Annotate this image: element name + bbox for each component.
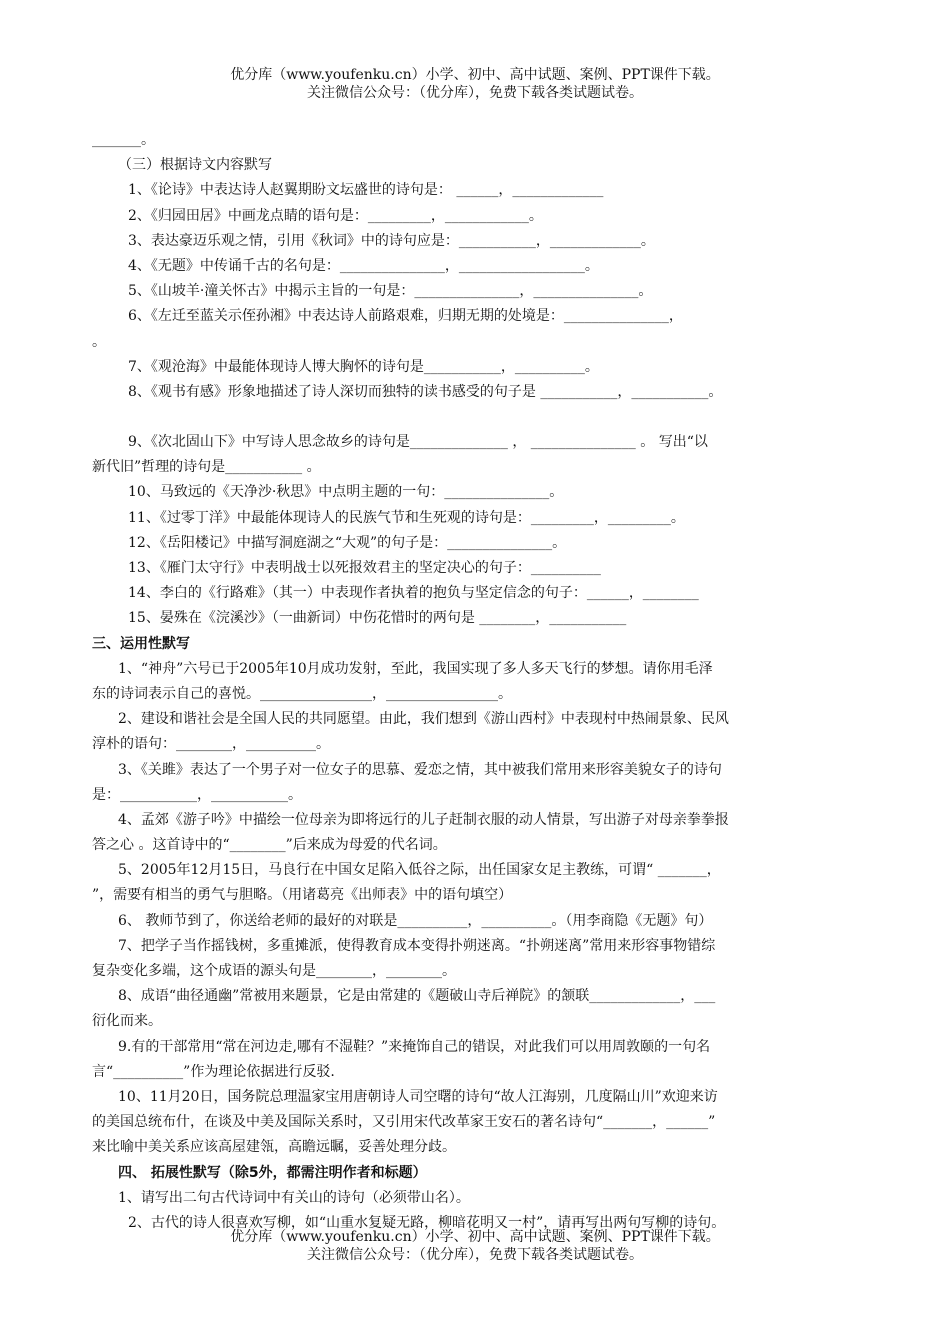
footer-line-2: 关注微信公众号：（优分库），免费下载各类试题试卷。 (307, 1247, 643, 1263)
text-line: 8、《观书有感》形象地描述了诗人深切而独特的读书感受的句子是 ___________，___________。 (128, 383, 723, 400)
text-line: 言“__________”作为理论依据进行反驳. (92, 1063, 335, 1080)
text-line: 的美国总统布什，在谈及中美及国际关系时，又引用宋代改革家王安石的著名诗句“_______，______” (92, 1114, 716, 1131)
text-line: 衍化而来。 (92, 1013, 162, 1030)
section-heading: 三、运用性默写 (92, 635, 190, 652)
footer-line-1: 优分库（www.youfenku.cn）小学、初中、高中试题、案例、PPT课件下载。 (230, 1229, 720, 1245)
page-header (0, 66, 950, 102)
text-line: 8、成语“曲径通幽”常被用来题景，它是由常建的《题破山寺后禅院》的颔联_____________，___ (118, 988, 716, 1005)
header-line-1: 优分库（www.youfenku.cn）小学、初中、高中试题、案例、PPT课件下载。 (230, 67, 720, 83)
page-footer (0, 1228, 950, 1264)
text-line: 1、《论诗》中表达诗人赵翼期盼文坛盛世的诗句是： ______，_____________ (128, 182, 604, 199)
text-line: 5、2005年12月15日，马良行在中国女足陷入低谷之际，出任国家女足主教练，可谓“ _______， (118, 862, 721, 879)
text-line: 10、11月20日，国务院总理温家宝用唐朝诗人司空曙的诗句“故人江海别，几度隔山川”欢迎来访 (118, 1088, 718, 1105)
text-line: 复杂变化多端，这个成语的源头句是________，________。 (92, 963, 456, 979)
text-line: 13、《雁门太守行》中表明战士以死报效君主的坚定决心的句子：__________ (128, 560, 601, 576)
text-line: 是：___________，___________。 (92, 786, 302, 803)
text-line: 5、《山坡羊·潼关怀古》中揭示主旨的一句是：_______________，_______________。 (128, 283, 653, 300)
text-line: 淳朴的语句：________，__________。 (92, 736, 330, 753)
text-line: ”，需要有相当的勇气与胆略。（用诸葛亮《出师表》中的语句填空） (92, 887, 513, 904)
text-line: 2、《归园田居》中画龙点睛的语句是：_________，____________。 (128, 207, 543, 224)
text-line: 4、孟郊《游子吟》中描绘一位母亲为即将远行的儿子赶制衣服的动人情景，写出游子对母亲拳拳报 (118, 811, 729, 828)
text-line: 来比喻中美关系应该高屋建瓴，高瞻远瞩，妥善处理分歧。 (92, 1139, 456, 1156)
document-body (92, 128, 868, 1236)
text-line: 14、李白的《行路难》（其一）中表现作者执着的抱负与坚定信念的句子：______，________ (128, 585, 699, 602)
text-line: 答之心 。这首诗中的“________”后来成为母爱的代名词。 (92, 837, 447, 854)
text-line: 3、《关雎》表达了一个男子对一位女子的思慕、爱恋之情，其中被我们常用来形容美貌女子的诗句 (118, 761, 722, 778)
text-line: 。 (92, 333, 106, 350)
text-line: 4、《无题》中传诵千古的名句是：_______________，__________________。 (128, 257, 599, 274)
text-line: 12、《岳阳楼记》中描写洞庭湖之“大观”的句子是：_______________。 (128, 534, 567, 551)
text-line: 6、《左迁至蓝关示侄孙湘》中表达诗人前路艰难，归期无期的处境是：_______________， (128, 308, 683, 325)
text-line: 东的诗词表示自己的喜悦。________________，________________。 (92, 685, 512, 702)
text-line: 9.有的干部常用“常在河边走,哪有不湿鞋？”来掩饰自己的错误，对此我们可以用周敦颐的一句名 (118, 1038, 711, 1055)
text-line: 7、把学子当作摇钱树，多重摊派，使得教育成本变得扑朔迷离。“扑朔迷离”常用来形容事物错综 (118, 937, 716, 954)
text-line: 1、“神舟”六号已于2005年10月成功发射，至此，我国实现了多人多天飞行的梦想。请你用毛泽 (118, 660, 713, 677)
text-line: 新代旧”哲理的诗句是___________ 。 (92, 459, 321, 476)
text-line: （三）根据诗文内容默写 (118, 157, 272, 174)
text-line: _______。 (92, 132, 155, 148)
section-heading: 四、 拓展性默写（除5外，都需注明作者和标题） (118, 1164, 427, 1181)
text-line: 6、 教师节到了，你送给老师的最好的对联是__________，__________。（用李商隐《无题》句） (118, 912, 713, 929)
text-line: 1、请写出二句古代诗词中有关山的诗句（必须带山名）。 (118, 1189, 470, 1206)
text-line: 15、晏殊在《浣溪沙》（一曲新词）中伤花惜时的两句是 ________，___________ (128, 610, 627, 627)
header-line-2: 关注微信公众号：（优分库），免费下载各类试题试卷。 (307, 85, 643, 101)
text-line: 7、《观沧海》中最能体现诗人博大胸怀的诗句是___________，__________。 (128, 358, 599, 375)
text-line: 9、《次北固山下》中写诗人思念故乡的诗句是______________ ， _______________ 。 写出“以 (128, 434, 708, 451)
text-line: 3、表达豪迈乐观之情，引用《秋词》中的诗句应是：___________，_____________。 (128, 232, 655, 249)
blank-line (92, 405, 868, 430)
text-line: 11、《过零丁洋》中最能体现诗人的民族气节和生死观的诗句是：_________，_________。 (128, 509, 685, 526)
text-line: 2、建设和谐社会是全国人民的共同愿望。由此，我们想到《游山西村》中表现村中热闹景象、民风 (118, 711, 729, 728)
text-line: 2、古代的诗人很喜欢写柳，如“山重水复疑无路，柳暗花明又一村”，请再写出两句写柳的诗句。 (128, 1214, 726, 1231)
text-line: 10、马致远的《天净沙·秋思》中点明主题的一句：_______________。 (128, 484, 564, 501)
